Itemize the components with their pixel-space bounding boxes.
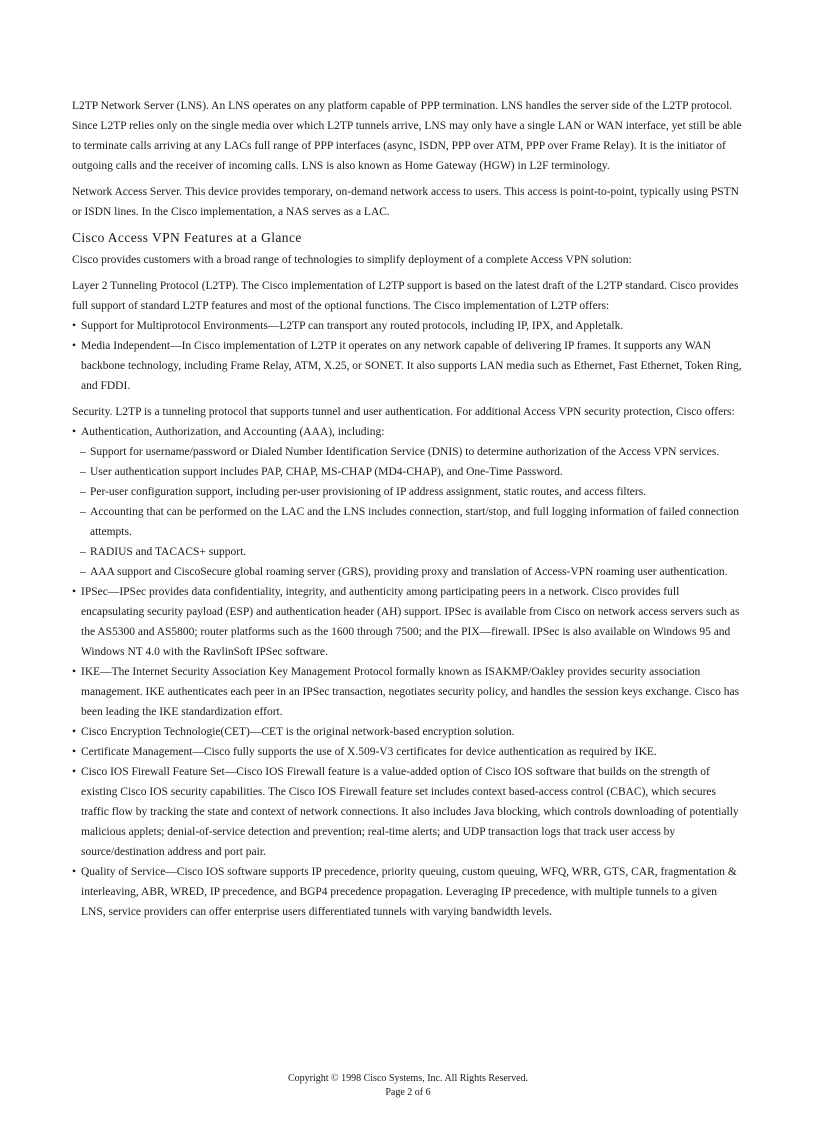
list-item: • Cisco Encryption Technologie(CET)—CET is the original network-based encryption solution.	[72, 722, 744, 742]
list-item: • Support for Multiprotocol Environments—L2TP can transport any routed protocols, including IP, IPX, and Appletalk.	[72, 316, 744, 336]
aaa-sub-list	[72, 442, 744, 582]
security-feature-list	[72, 582, 744, 922]
aaa-bullet-text: Authentication, Authorization, and Accounting (AAA), including:	[81, 426, 385, 438]
list-subitem: – Per-user configuration support, including per-user provisioning of IP address assignment, static routes, and access filters.	[72, 482, 744, 502]
section-heading: Cisco Access VPN Features at a Glance	[72, 230, 302, 245]
page-footer	[0, 1072, 816, 1100]
list-item: • Cisco IOS Firewall Feature Set—Cisco IOS Firewall feature is a value-added option of Cisco IOS software that builds on the strength of existing Cisco IOS security capabilities. The Cisco IOS Firewall feature set includes context based-access control (CBAC), which secures traffic flow by tracking the state and context of network connections. It also includes Java blocking, which controls downloading of potentially malicious applets; denial-of-service detection and prevention; real-time alerts; and UDP transaction logs that track user access by source/destination address and port pair.	[72, 762, 744, 862]
list-item: • IKE—The Internet Security Association Key Management Protocol formally known as ISAKMP/Oakley provides security association management. IKE authenticates each peer in an IPSec transaction, negotiates security policy, and handles the session keys exchange. Cisco has been leading the IKE standardization effort.	[72, 662, 744, 722]
lns-paragraph: L2TP Network Server (LNS). An LNS operates on any platform capable of PPP termination. LNS handles the server side of the L2TP protocol. Since L2TP relies only on the single media over which L2TP tunnels arrive, LNS may only have a single LAN or WAN interface, yet still be able to terminate calls arriving at any LACs full range of PPP interfaces (async, ISDN, PPP over ATM, PPP over Frame Relay). It is the initiator of outgoing calls and the receiver of incoming calls. LNS is also known as Home Gateway (HGW) in L2F terminology.	[72, 100, 742, 172]
l2tp-intro: Layer 2 Tunneling Protocol (L2TP). The Cisco implementation of L2TP support is based on the latest draft of the L2TP standard. Cisco provides full support of standard L2TP features and most of the optional functions. The Cisco implementation of L2TP offers:	[72, 280, 739, 312]
security-bullet-list	[72, 422, 744, 442]
list-subitem: – Support for username/password or Dialed Number Identification Service (DNIS) to determine authorization of the Access VPN services.	[72, 442, 744, 462]
list-item: • IPSec—IPSec provides data confidentiality, integrity, and authenticity among participating peers in a network. Cisco provides full encapsulating security payload (ESP) and authentication header (AH) support. IPSec is available from Cisco on network access servers such as the AS5300 and AS5800; router platforms such as the 1600 through 7500; and the PIX—firewall. IPSec is also available on Windows 95 and Windows NT 4.0 with the RavlinSoft IPSec software.	[72, 582, 744, 662]
list-subitem: – AAA support and CiscoSecure global roaming server (GRS), providing proxy and translation of Access-VPN roaming user authentication.	[72, 562, 744, 582]
page-number: Page 2 of 6	[385, 1087, 431, 1098]
l2tp-bullet-list	[72, 316, 744, 396]
list-item	[72, 422, 744, 442]
list-item: • Quality of Service—Cisco IOS software supports IP precedence, priority queuing, custom queuing, WFQ, WRR, GTS, CAR, fragmentation & interleaving, ABR, WRED, IP precedence, and BGP4 precedence propagation. Leveraging IP precedence, with multiple tunnels to a given LNS, service providers can offer enterprise users differentiated tunnels with varying bandwidth levels.	[72, 862, 744, 922]
list-subitem: – Accounting that can be performed on the LAC and the LNS includes connection, start/stop, and full logging information of failed connection attempts.	[72, 502, 744, 542]
section-intro: Cisco provides customers with a broad range of technologies to simplify deployment of a complete Access VPN solution:	[72, 254, 632, 266]
copyright-notice: Copyright © 1998 Cisco Systems, Inc. All Rights Reserved.	[287, 1073, 529, 1084]
list-item: • Media Independent—In Cisco implementation of L2TP it operates on any network capable of delivering IP frames. It supports any WAN backbone technology, including Frame Relay, ATM, X.25, or SONET. It also supports LAN media such as Ethernet, Fast Ethernet, Token Ring, and FDDI.	[72, 336, 744, 396]
list-item: • Certificate Management—Cisco fully supports the use of X.509-V3 certificates for device authentication as required by IKE.	[72, 742, 744, 762]
list-subitem: – RADIUS and TACACS+ support.	[72, 542, 744, 562]
nas-paragraph: Network Access Server. This device provides temporary, on-demand network access to users. This access is point-to-point, typically using PSTN or ISDN lines. In the Cisco implementation, a NAS serves as a LAC.	[72, 186, 739, 218]
security-intro: Security. L2TP is a tunneling protocol that supports tunnel and user authentication. For additional Access VPN security protection, Cisco offers:	[72, 406, 735, 418]
list-subitem: – User authentication support includes PAP, CHAP, MS-CHAP (MD4-CHAP), and One-Time Password.	[72, 462, 744, 482]
document-page	[72, 96, 744, 922]
